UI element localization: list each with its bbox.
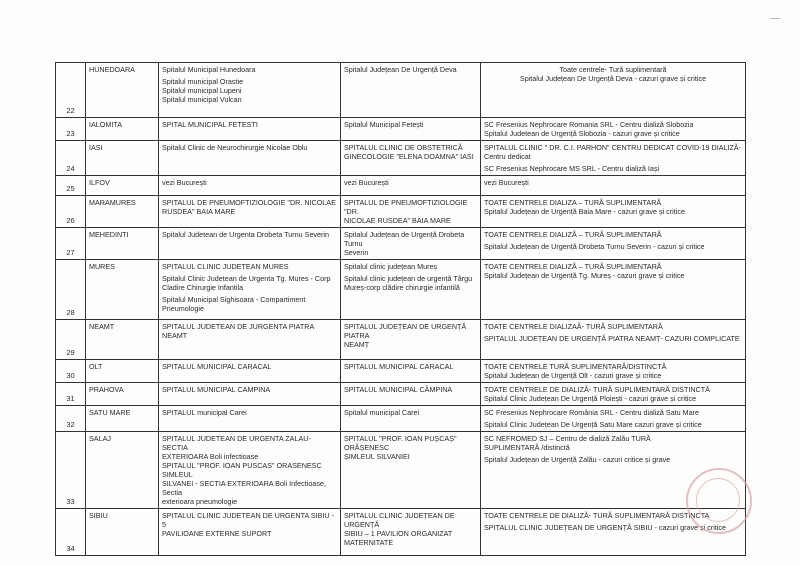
hosp2-cell <box>341 432 481 509</box>
cell-block <box>162 434 337 506</box>
cell-line: SPITALUL MUNICIPAL CAMPINA <box>162 385 271 394</box>
cell-block <box>484 262 742 280</box>
cell-block <box>344 198 477 225</box>
centers-cell <box>481 406 746 432</box>
cell-line: Pneumologie <box>162 304 204 313</box>
cell-line: TOATE CENTRELE DE DIALIZĂ- TURĂ SUPLIMENTARĂ DISTINCTA <box>484 511 710 520</box>
cell-line: SPITALUL CLINIC JUDEȚEAN DE URGENȚĂ SIBIU - cazuri grave și critice <box>484 523 727 532</box>
cell-block <box>162 143 337 152</box>
cell-line: Mureș-corp clădire chirurgie infantilă <box>344 283 460 292</box>
cell-line: Centru dedicat <box>484 152 531 161</box>
table-row <box>56 509 746 556</box>
cell-line: SPITALUL CLINIC JUDETEAN MURES <box>162 262 289 271</box>
hosp-cell <box>159 406 341 432</box>
cell-line: TOATE CENTRELE DIALIZĂ – TURĂ SUPLIMENTARĂ <box>484 262 662 271</box>
cell-line: Spitalul Judetean de Urgență Slobozia - cazuri grave și critice <box>484 129 680 138</box>
cell-block <box>344 230 477 257</box>
cell-block <box>484 143 742 161</box>
cell-block <box>484 322 742 331</box>
cell-line: SPITALUL JUDETEAN DE JURGENTA PIATRA NEAMT <box>162 322 314 340</box>
cell-line: SPITALUL municipal Carei <box>162 408 247 417</box>
hosp-cell <box>159 63 341 118</box>
row-number: 32 <box>56 406 86 432</box>
cell-block <box>162 274 337 292</box>
cell-block <box>484 455 742 464</box>
table-row <box>56 63 746 118</box>
official-stamp <box>686 468 752 534</box>
cell-block <box>484 178 742 187</box>
cell-block <box>344 385 477 394</box>
row-number: 31 <box>56 383 86 406</box>
scan-mark <box>770 18 780 23</box>
table-row <box>56 383 746 406</box>
cell-block <box>344 434 477 461</box>
hosp-cell <box>159 260 341 320</box>
cell-line: EXTERIOARA Boli infectioase <box>162 452 259 461</box>
cell-block <box>344 262 477 271</box>
cell-line: Spitalul Județean de Urgență Baia Mare - cazuri grave și critice <box>484 207 685 216</box>
cell-line: Spitalul municipal Lupeni <box>162 86 242 95</box>
cell-line: ȘIMLEUL SILVANIEI <box>344 452 410 461</box>
cell-block <box>484 230 742 239</box>
cell-line: TOATE CENTRELE TURĂ SUPLIMENTARĂ/DISTINCTĂ <box>484 362 667 371</box>
row-number: 34 <box>56 509 86 556</box>
cell-block <box>484 242 742 251</box>
cell-line: vezi București <box>162 178 207 187</box>
row-number: 25 <box>56 176 86 196</box>
cell-line: SPITALUL "PROF. IOAN PUȘCAȘ" ORĂȘENESC <box>344 434 457 452</box>
cell-line: SUPLIMENTARĂ /distinctă <box>484 443 570 452</box>
cell-block <box>162 230 337 239</box>
row-number: 24 <box>56 141 86 176</box>
cell-line: SPITALUL CLINIC " DR. C.I. PARHON" CENTRU DEDICAT COVID-19 DIALIZĂ- <box>484 143 742 152</box>
cell-line: Spitalul Municipal Hunedoara <box>162 65 256 74</box>
cell-block <box>344 511 477 547</box>
cell-block <box>344 322 477 349</box>
cell-line: SPITALUL MUNICIPAL CARACAL <box>162 362 272 371</box>
centers-cell <box>481 141 746 176</box>
centers-cell <box>481 63 746 118</box>
cell-line: SPITALUL JUDEȚEAN DE URGENȚĂ PIATRA NEAMȚ- CAZURI COMPLICATE <box>484 334 740 343</box>
cell-block <box>484 334 742 343</box>
cell-line: vezi București <box>344 178 389 187</box>
hosp2-cell <box>341 509 481 556</box>
county-cell: MEHEDINTI <box>86 228 159 260</box>
cell-block <box>484 408 742 417</box>
hosp2-cell <box>341 360 481 383</box>
cell-block <box>484 420 742 429</box>
hosp2-cell <box>341 141 481 176</box>
county-cell: IASI <box>86 141 159 176</box>
cell-line: Spitalul Municipal Sighisoara - Compartiment <box>162 295 306 304</box>
table-row <box>56 432 746 509</box>
cell-line: Toate centrele- Tură suplimentară <box>559 65 667 74</box>
hosp2-cell <box>341 260 481 320</box>
cell-line: MATERNITATE <box>344 538 394 547</box>
cell-line: Spitalul Județean de Urgență Drobeta Turnu <box>344 230 465 248</box>
cell-line: Spitalul Clinic Judetean de Urgenta Tg. Mures - Corp <box>162 274 331 283</box>
cell-block <box>344 65 477 74</box>
table-row <box>56 176 746 196</box>
cell-line: Spitalul municipal Orastie <box>162 77 244 86</box>
hosp2-cell <box>341 176 481 196</box>
cell-block <box>162 65 337 74</box>
cell-line: SPITAL MUNICIPAL FETESTI <box>162 120 258 129</box>
cell-line: SPITALUL CLINIC JUDETEAN DE URGENTA SIBIU - 5 <box>162 511 334 529</box>
table-row <box>56 320 746 360</box>
cell-block <box>484 198 742 216</box>
cell-line: SC Fresenius Nephrocare România SRL - Centru dializă Satu Mare <box>484 408 700 417</box>
hosp2-cell <box>341 63 481 118</box>
cell-block <box>162 362 337 371</box>
cell-block <box>484 385 742 403</box>
cell-line: SC Fresenius Nephrocare MS SRL - Centru dializă Iași <box>484 164 660 173</box>
county-cell: OLT <box>86 360 159 383</box>
cell-line: TOATE CENTRELE DIALIZĂ – TURĂ SUPLIMENTARĂ <box>484 230 662 239</box>
hospital-table <box>55 62 746 556</box>
cell-line: SILVANEI - SECTIA EXTERIOARA Boli Infectioase, Sectia <box>162 479 326 497</box>
hosp2-cell <box>341 406 481 432</box>
row-number: 33 <box>56 432 86 509</box>
cell-line: RUSDEA" BAIA MARE <box>162 207 236 216</box>
cell-block <box>344 143 477 161</box>
cell-line: Spitalul Județean de Urgență Tg. Mureș - cazuri grave și critice <box>484 271 685 280</box>
cell-line: Spitalul clinic județean Mureș <box>344 262 438 271</box>
cell-block <box>344 274 477 292</box>
cell-block <box>484 362 742 380</box>
hosp2-cell <box>341 118 481 141</box>
county-cell: HUNEDOARA <box>86 63 159 118</box>
cell-block <box>484 164 742 173</box>
hosp2-cell <box>341 320 481 360</box>
hosp-cell <box>159 118 341 141</box>
cell-line: Spitalul Județean de Urgență Olt - cazuri grave și critice <box>484 371 662 380</box>
row-number: 30 <box>56 360 86 383</box>
cell-line: SPITALUL CLINIC JUDEȚEAN DE URGENȚĂ <box>344 511 455 529</box>
cell-block <box>162 295 337 313</box>
hosp-cell <box>159 141 341 176</box>
county-cell: MARAMURES <box>86 196 159 228</box>
cell-line: vezi București <box>484 178 529 187</box>
centers-cell <box>481 360 746 383</box>
cell-block <box>484 434 742 452</box>
cell-block <box>162 511 337 538</box>
hosp-cell <box>159 360 341 383</box>
cell-line: SPITALUL "PROF. IOAN PUSCAS" ORASENESC SIMLEUL <box>162 461 322 479</box>
centers-cell <box>481 260 746 320</box>
cell-block <box>484 120 742 138</box>
cell-block <box>344 178 477 187</box>
row-number: 23 <box>56 118 86 141</box>
cell-line: Spitalul Județean De Urgență Deva <box>344 65 457 74</box>
county-cell: NEAMT <box>86 320 159 360</box>
table-row <box>56 360 746 383</box>
centers-cell <box>481 196 746 228</box>
hosp-cell <box>159 176 341 196</box>
cell-block <box>344 408 477 417</box>
cell-block <box>162 385 337 394</box>
cell-line: SPITALUL CLINIC DE OBSTETRICĂ <box>344 143 463 152</box>
hosp2-cell <box>341 196 481 228</box>
cell-line: Spitalul Clinic Județean De Urgență Ploiești - cazuri grave și critice <box>484 394 697 403</box>
row-number: 26 <box>56 196 86 228</box>
cell-line: TOATE CENTRELE DE DIALIZĂ- TURĂ SUPLIMENTARĂ DISTINCTĂ <box>484 385 710 394</box>
cell-block <box>162 77 337 104</box>
county-cell: IALOMITA <box>86 118 159 141</box>
cell-line: SPITALUL MUNICIPAL CARACAL <box>344 362 454 371</box>
centers-cell <box>481 176 746 196</box>
cell-block <box>484 65 742 83</box>
cell-line: SPITALUL DE PNEUMOFTIZIOLOGIE "DR. <box>344 198 468 216</box>
cell-line: SC NEFROMED SJ – Centru de dializă Zalău TURĂ <box>484 434 651 443</box>
cell-line: Spitalul Clinic Județean De Urgență Satu Mare cazuri grave și critice <box>484 420 702 429</box>
hosp2-cell <box>341 383 481 406</box>
cell-block <box>162 178 337 187</box>
table-row <box>56 406 746 432</box>
row-number: 27 <box>56 228 86 260</box>
cell-block <box>162 408 337 417</box>
cell-line: NEAMȚ <box>344 340 370 349</box>
cell-line: GINECOLOGIE "ELENA DOAMNA" IASI <box>344 152 474 161</box>
cell-line: TOATE CENTRELE DIALIZAĂ- TURĂ SUPLIMENTARĂ <box>484 322 663 331</box>
cell-line: SPITALUL JUDETEAN DE URGENTA ZALAU- SECTIA <box>162 434 311 452</box>
row-number: 22 <box>56 63 86 118</box>
cell-line: Spitalul Judetean de Urgenta Drobeta Turnu Severin <box>162 230 330 239</box>
row-number: 28 <box>56 260 86 320</box>
table-row <box>56 260 746 320</box>
cell-block <box>162 198 337 216</box>
hosp-cell <box>159 228 341 260</box>
cell-block <box>344 120 477 129</box>
centers-cell <box>481 320 746 360</box>
hosp-cell <box>159 509 341 556</box>
cell-line: SPITALUL DE PNEUMOFTIZIOLOGIE "DR. NICOLAE <box>162 198 336 207</box>
cell-line: Spitalul Județean De Urgență Deva - cazuri grave și critice <box>519 74 707 83</box>
county-cell: SIBIU <box>86 509 159 556</box>
cell-line: NICOLAE RUSDEA" BAIA MARE <box>344 216 451 225</box>
cell-line: Spitalul clinic județean de urgență Târgu <box>344 274 473 283</box>
hosp-cell <box>159 432 341 509</box>
table-row <box>56 118 746 141</box>
hosp-cell <box>159 320 341 360</box>
county-cell: SALAJ <box>86 432 159 509</box>
county-cell: PRAHOVA <box>86 383 159 406</box>
table-row <box>56 228 746 260</box>
cell-block <box>344 362 477 371</box>
cell-line: Spitalul municipal Carei <box>344 408 420 417</box>
cell-line: SPITALUL JUDEȚEAN DE URGENȚĂ PIATRA <box>344 322 467 340</box>
cell-line: SPITALUL MUNICIPAL CÂMPINA <box>344 385 453 394</box>
hosp2-cell <box>341 228 481 260</box>
cell-line: Spitalul municipal Vulcan <box>162 95 242 104</box>
centers-cell <box>481 118 746 141</box>
cell-line: Spitalul Județean de Urgență Zalău - cazuri critice și grave <box>484 455 671 464</box>
cell-line: exterioara pneumologie <box>162 497 238 506</box>
hosp-cell <box>159 196 341 228</box>
county-cell: ILFOV <box>86 176 159 196</box>
cell-block <box>162 120 337 129</box>
cell-line: SIBIU – 1 PAVILION ORGANIZAT <box>344 529 453 538</box>
cell-block <box>162 322 337 340</box>
centers-cell <box>481 228 746 260</box>
cell-line: PAVILIOANE EXTERNE SUPORT <box>162 529 272 538</box>
county-cell: MURES <box>86 260 159 320</box>
cell-line: SC Fresenius Nephrocare Romania SRL - Centru dializă Slobozia <box>484 120 694 129</box>
county-cell: SATU MARE <box>86 406 159 432</box>
cell-line: Spitalul Clinic de Neurochirurgie Nicolae Oblu <box>162 143 308 152</box>
row-number: 29 <box>56 320 86 360</box>
cell-line: Severin <box>344 248 369 257</box>
cell-line: Spitalul Municipal Fetești <box>344 120 424 129</box>
table-row <box>56 141 746 176</box>
cell-line: Spitalul Județean de Urgență Drobeta Turnu Severin - cazuri și critice <box>484 242 705 251</box>
cell-line: Cladire Chirurgie Infantila <box>162 283 244 292</box>
table-row <box>56 196 746 228</box>
centers-cell <box>481 383 746 406</box>
cell-line: TOATE CENTRELE DIALIZA – TURĂ SUPLIMENTARĂ <box>484 198 662 207</box>
hosp-cell <box>159 383 341 406</box>
cell-block <box>162 262 337 271</box>
